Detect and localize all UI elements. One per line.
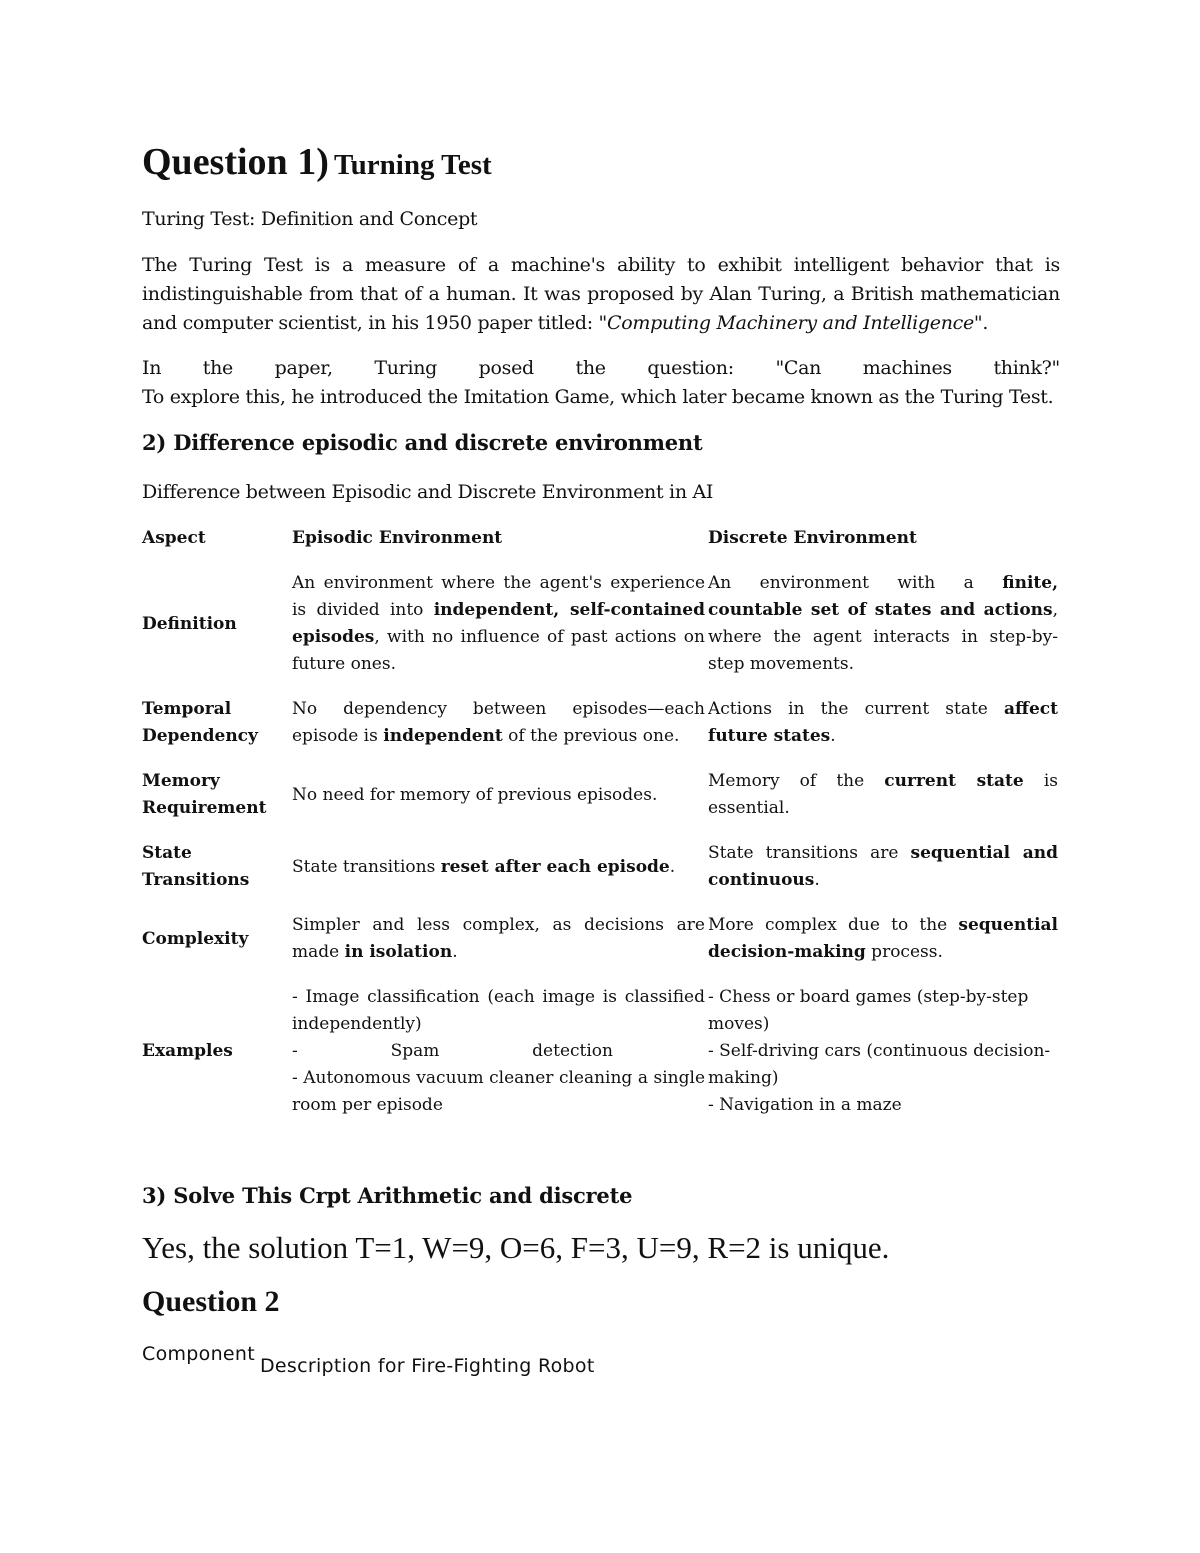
table-row (142, 912, 1060, 966)
example-line: - Navigation in a maze (708, 1095, 902, 1115)
discrete-cell: More complex due to the sequential decision-making process. (708, 915, 1058, 962)
example-line: - Image classification (each image is classified independently) (292, 987, 705, 1034)
paragraph-line: indistinguishable from that of a human. It was proposed by Alan Turing, a British mathematician (142, 283, 1060, 305)
turing-subheading: Turing Test: Definition and Concept (142, 208, 478, 230)
solution-text: Yes, the solution T=1, W=9, O=6, F=3, U=9, R=2 is unique. (142, 1230, 890, 1265)
paragraph-line: and computer scientist, in his 1950 paper titled: "Computing Machinery and Intelligence". (142, 312, 989, 334)
example-line: - Autonomous vacuum cleaner cleaning a single room per episode (292, 1068, 705, 1115)
component-label: Component (142, 1343, 256, 1365)
episodic-cell: State transitions reset after each episode. (292, 856, 676, 877)
section-3-heading: 3) Solve This Crpt Arithmetic and discrete (142, 1183, 633, 1208)
table-header-discrete: Discrete Environment (708, 528, 917, 548)
row-label: Examples (142, 1041, 233, 1061)
discrete-cell: State transitions are sequential and continuous. (708, 843, 1058, 890)
question-1-heading (142, 140, 492, 184)
paragraph-line: The Turing Test is a measure of a machine's ability to exhibit intelligent behavior that is (142, 254, 1060, 276)
paper-title: "Computing Machinery and Intelligence" (598, 312, 983, 334)
discrete-cell (708, 984, 1058, 1119)
episodic-cell: Simpler and less complex, as decisions are made in isolation. (292, 915, 705, 962)
row-label: Complexity (142, 928, 249, 949)
section-2-heading: 2) Difference episodic and discrete environment (142, 430, 703, 455)
discrete-cell: An environment with a finite, countable set of states and actions, where the agent interacts in step-by-step movements. (708, 573, 1058, 674)
discrete-cell: Actions in the current state affect future states. (708, 699, 1058, 746)
row-label: Temporal Dependency (142, 699, 258, 746)
table-header-aspect: Aspect (142, 528, 206, 548)
section-2-subheading: Difference between Episodic and Discrete Environment in AI (142, 481, 714, 503)
example-line: - Self-driving cars (continuous decision-making) (708, 1041, 1051, 1088)
paragraph-line: In the paper, Turing posed the question: "Can machines think?" (142, 357, 1060, 379)
table-row (142, 840, 1060, 894)
question-1-title: Turning Test (333, 149, 492, 181)
episodic-cell: No need for memory of previous episodes. (292, 784, 658, 805)
description-label: Description for Fire-Fighting Robot (260, 1355, 595, 1377)
row-label: Definition (142, 613, 237, 634)
table-row (142, 984, 1060, 1119)
example-line: - Spam detection (292, 1041, 613, 1061)
table-row (142, 570, 1060, 678)
turing-paragraph-1 (142, 251, 1060, 338)
question-1-label: Question 1) (142, 141, 329, 183)
example-line: - Chess or board games (step-by-step moves) (708, 987, 1029, 1034)
table-row (142, 696, 1060, 750)
episodic-cell: An environment where the agent's experience is divided into independent, self-contained episodes, with no influence of past actions on future ones. (292, 573, 705, 674)
paragraph-line: To explore this, he introduced the Imitation Game, which later became known as the Turing Test. (142, 386, 1054, 408)
table-header-episodic: Episodic Environment (292, 528, 503, 548)
row-label: Memory Requirement (142, 771, 267, 818)
episodic-cell: No dependency between episodes—each episode is independent of the previous one. (292, 699, 705, 746)
table-row (142, 768, 1060, 822)
episodic-cell (292, 984, 705, 1119)
discrete-cell: Memory of the current state is essential. (708, 771, 1058, 818)
row-label: State Transitions (142, 843, 250, 890)
turing-paragraph-2 (142, 354, 1060, 412)
question-2-heading: Question 2 (142, 1285, 280, 1318)
